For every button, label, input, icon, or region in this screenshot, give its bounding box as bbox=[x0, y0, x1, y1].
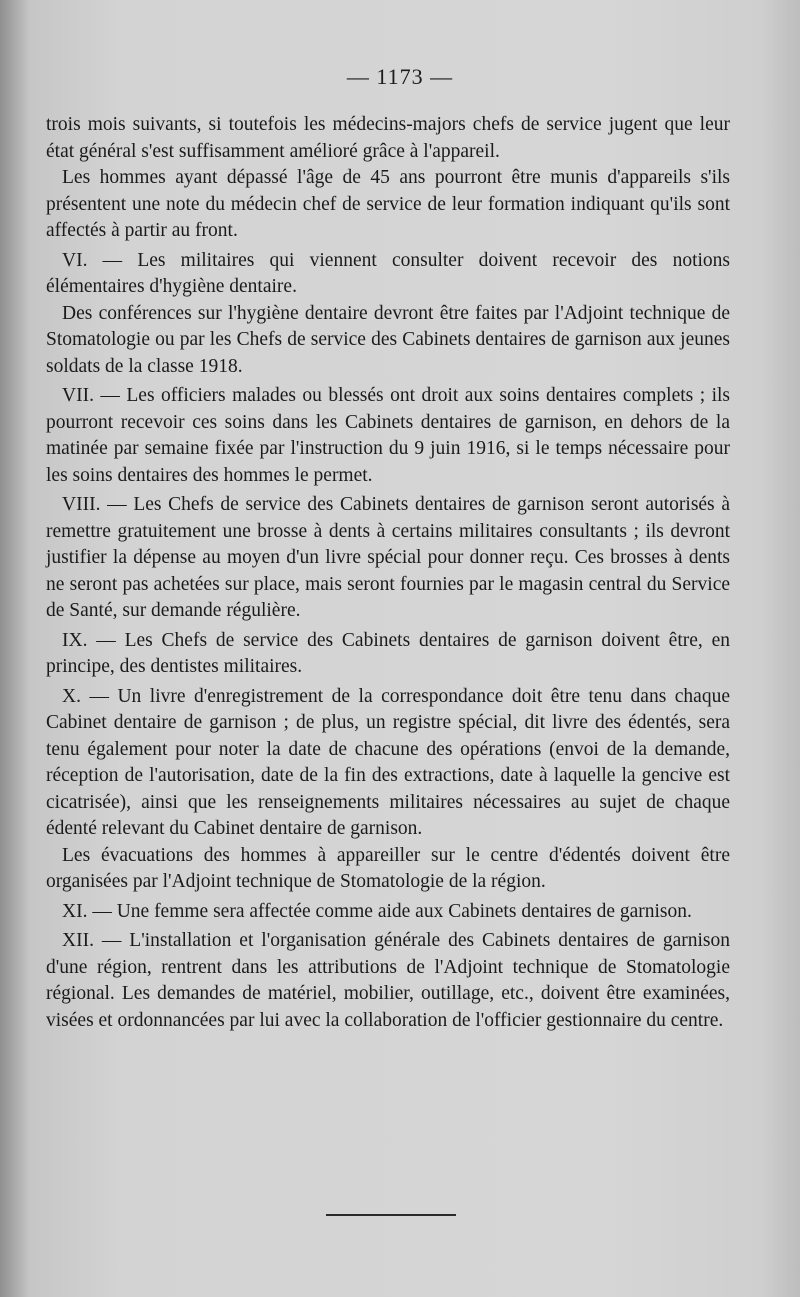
paragraph-article-vi: VI. — Les militaires qui viennent consulter doivent recevoir des notions élémentaires d'hygiène dentaire. bbox=[46, 249, 730, 297]
paragraph-continuation: trois mois suivants, si toutefois les médecins-majors chefs de service jugent que leur état général s'est suffisamment amélioré grâce à l'appareil. bbox=[46, 114, 730, 162]
paragraph-age-limit: Les hommes ayant dépassé l'âge de 45 ans pourront être munis d'appareils s'ils présentent une note du médecin chef de service de leur formation indiquant qu'ils sont affectés à partir au front. bbox=[46, 167, 730, 241]
paragraph-article-xi: XI. — Une femme sera affectée comme aide aux Cabinets dentaires de garnison. bbox=[62, 900, 692, 922]
paragraph-evacuations: Les évacuations des hommes à appareiller sur le centre d'édentés doivent être organisées par l'Adjoint technique de Stomatologie de la région. bbox=[46, 844, 730, 892]
paragraph-article-ix: IX. — Les Chefs de service des Cabinets dentaires de garnison doivent être, en principe, des dentistes militaires. bbox=[46, 629, 730, 677]
closing-rule bbox=[326, 1214, 456, 1216]
paragraph-article-vii: VII. — Les officiers malades ou blessés ont droit aux soins dentaires complets ; ils pourront recevoir ces soins dans les Cabinets dentaires de garnison, en dehors de la matinée par semaine fixée par l'instruction du 9 juin 1916, si le temps nécessaire pour les soins dentaires des hommes le permet. bbox=[46, 385, 730, 486]
paragraph-article-viii: VIII. — Les Chefs de service des Cabinets dentaires de garnison seront autorisés à remettre gratuitement une brosse à dents à certains militaires consultants ; ils devront justifier la dépense au moyen d'un livre spécial pour donner reçu. Ces brosses à dents ne seront pas achetées sur place, mais seront fournies par le magasin central du Service de Santé, sur demande régulière. bbox=[46, 494, 730, 621]
paragraph-conferences: Des conférences sur l'hygiène dentaire devront être faites par l'Adjoint technique de Stomatologie ou par les Chefs de service des Cabinets dentaires de garnison aux jeunes soldats de la classe 1918. bbox=[46, 302, 730, 377]
page-number: — 1173 — bbox=[346, 64, 454, 89]
paragraph-article-xii: XII. — L'installation et l'organisation générale des Cabinets dentaires de garnison d'une région, rentrent dans les attributions de l'Adjoint technique de Stomatologie régional. Les demandes de matériel, mobilier, outillage, etc., doivent être examinées, visées et ordonnancées par lui avec la collaboration de l'officier gestionnaire du centre. bbox=[46, 930, 730, 1031]
body-text bbox=[46, 112, 730, 1034]
paragraph-article-x: X. — Un livre d'enregistrement de la correspondance doit être tenu dans chaque Cabinet dentaire de garnison ; de plus, un registre spécial, dit livre des édentés, sera tenu également pour noter la date de chacune des opérations (envoi de la demande, réception de l'autorisation, date de la fin des extractions, date à laquelle la gencive est cicatrisée), ainsi que les renseignements militaires nécessaires au sujet de chaque édenté relevant du Cabinet dentaire de garnison. bbox=[46, 685, 730, 839]
